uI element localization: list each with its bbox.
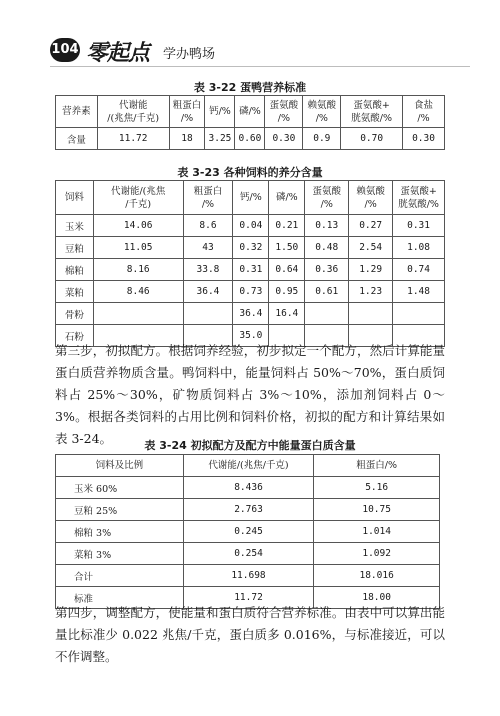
table-cell: 豆粕 25% bbox=[56, 499, 184, 521]
table-cell: 0.74 bbox=[393, 259, 445, 281]
header-cell: 食盐 /% bbox=[403, 96, 445, 128]
table-cell: 0.245 bbox=[183, 521, 314, 543]
table-cell: 1.29 bbox=[349, 259, 393, 281]
table-row bbox=[56, 259, 445, 281]
table-cell bbox=[183, 303, 233, 325]
header-cell: 代谢能 /(兆焦/千克) bbox=[97, 96, 169, 128]
table-cell: 3.25 bbox=[205, 128, 235, 150]
table-cell: 8.6 bbox=[183, 215, 233, 237]
header-cell: 蛋氨酸 /% bbox=[305, 181, 349, 215]
header-cell: 代谢能/(兆焦 /千克) bbox=[93, 181, 183, 215]
table-cell: 18.016 bbox=[314, 565, 440, 587]
table-cell: 0.31 bbox=[233, 259, 269, 281]
table-cell: 1.092 bbox=[314, 543, 440, 565]
series-subtitle: 学办鸭场 bbox=[163, 47, 216, 62]
table-cell: 石粉 bbox=[56, 325, 94, 347]
header-cell: 钙/% bbox=[233, 181, 269, 215]
table-row bbox=[56, 499, 440, 521]
table-cell: 11.05 bbox=[93, 237, 183, 259]
header-cell: 粗蛋白/% bbox=[314, 455, 440, 477]
header-cell: 粗蛋白 /% bbox=[169, 96, 205, 128]
table-cell: 18.00 bbox=[314, 587, 440, 609]
header-cell: 赖氨酸 /% bbox=[303, 96, 341, 128]
table-cell: 0.32 bbox=[233, 237, 269, 259]
table-cell: 11.698 bbox=[183, 565, 314, 587]
table-cell: 0.27 bbox=[349, 215, 393, 237]
table-cell: 33.8 bbox=[183, 259, 233, 281]
table-cell bbox=[393, 303, 445, 325]
table-cell: 0.70 bbox=[341, 128, 403, 150]
table-cell: 含量 bbox=[56, 128, 98, 150]
table-cell: 35.0 bbox=[233, 325, 269, 347]
table-cell: 0.95 bbox=[269, 281, 305, 303]
table-cell: 0.61 bbox=[305, 281, 349, 303]
table-cell: 10.75 bbox=[314, 499, 440, 521]
table-cell: 16.4 bbox=[269, 303, 305, 325]
table-cell: 合计 bbox=[56, 565, 184, 587]
table-cell: 菜粕 3% bbox=[56, 543, 184, 565]
table-cell: 豆粕 bbox=[56, 237, 94, 259]
table-22-caption: 表 3-22 蛋鸭营养标准 bbox=[193, 81, 307, 94]
table-cell: 14.06 bbox=[93, 215, 183, 237]
table-cell: 2.54 bbox=[349, 237, 393, 259]
table-cell bbox=[305, 303, 349, 325]
table-cell: 43 bbox=[183, 237, 233, 259]
table-cell: 1.014 bbox=[314, 521, 440, 543]
table-22 bbox=[55, 95, 445, 150]
header-cell: 营养素 bbox=[56, 96, 98, 128]
table-cell: 1.23 bbox=[349, 281, 393, 303]
table-cell: 棉粕 3% bbox=[56, 521, 184, 543]
table-cell: 骨粉 bbox=[56, 303, 94, 325]
table-cell: 玉米 60% bbox=[56, 477, 184, 499]
table-cell: 5.16 bbox=[314, 477, 440, 499]
table-cell: 0.60 bbox=[235, 128, 265, 150]
table-23 bbox=[55, 180, 445, 347]
header-cell: 钙/% bbox=[205, 96, 235, 128]
table-cell: 0.9 bbox=[303, 128, 341, 150]
table-cell: 0.48 bbox=[305, 237, 349, 259]
table-cell: 0.254 bbox=[183, 543, 314, 565]
table-cell: 0.04 bbox=[233, 215, 269, 237]
table-cell bbox=[349, 303, 393, 325]
table-cell: 标准 bbox=[56, 587, 184, 609]
page-number: 104 bbox=[50, 38, 80, 62]
table-row bbox=[56, 521, 440, 543]
table-cell: 0.13 bbox=[305, 215, 349, 237]
header-cell: 蛋氨酸+ 胱氨酸/% bbox=[341, 96, 403, 128]
table-row bbox=[56, 565, 440, 587]
table-24-header-row bbox=[56, 455, 440, 477]
table-cell: 11.72 bbox=[97, 128, 169, 150]
series-title: 零起点 bbox=[86, 41, 150, 66]
table-cell: 0.64 bbox=[269, 259, 305, 281]
table-cell bbox=[93, 303, 183, 325]
table-cell: 棉粕 bbox=[56, 259, 94, 281]
table-cell: 0.73 bbox=[233, 281, 269, 303]
table-row bbox=[56, 303, 445, 325]
table-cell: 11.72 bbox=[183, 587, 314, 609]
table-24-caption: 表 3-24 初拟配方及配方中能量蛋白质含量 bbox=[144, 439, 356, 452]
table-cell: 菜粕 bbox=[56, 281, 94, 303]
table-23-header-row bbox=[56, 181, 445, 215]
header-cell: 磷/% bbox=[269, 181, 305, 215]
table-cell: 玉米 bbox=[56, 215, 94, 237]
table-cell: 18 bbox=[169, 128, 205, 150]
table-row bbox=[56, 281, 445, 303]
table-cell: 2.763 bbox=[183, 499, 314, 521]
table-cell: 1.08 bbox=[393, 237, 445, 259]
table-cell: 36.4 bbox=[183, 281, 233, 303]
table-cell: 0.21 bbox=[269, 215, 305, 237]
body-paragraph-1: 第三步，初拟配方。根据饲养经验，初步拟定一个配方，然后计算能量蛋白质营养物质含量。鸭饲料中，能量饲料占 50%～70%，蛋白质饲料占 25%～30%，矿物质饲料占 3%～10%，添加剂饲料占 0～3%。根据各类饲料的占用比例和饲料价格，初拟的配方和计算结果如表 3-24。 bbox=[55, 343, 445, 446]
header-cell: 饲料及比例 bbox=[56, 455, 184, 477]
table-cell: 8.436 bbox=[183, 477, 314, 499]
table-cell: 8.46 bbox=[93, 281, 183, 303]
table-22-header-row bbox=[56, 96, 445, 128]
table-23-caption: 表 3-23 各种饲料的养分含量 bbox=[177, 166, 323, 179]
page-header bbox=[50, 36, 470, 66]
table-cell: 1.50 bbox=[269, 237, 305, 259]
header-cell: 蛋氨酸 /% bbox=[265, 96, 303, 128]
header-cell: 磷/% bbox=[235, 96, 265, 128]
header-cell: 赖氨酸 /% bbox=[349, 181, 393, 215]
table-cell: 1.48 bbox=[393, 281, 445, 303]
table-row bbox=[56, 237, 445, 259]
header-rule bbox=[50, 66, 470, 67]
table-row bbox=[56, 543, 440, 565]
table-row bbox=[56, 477, 440, 499]
table-cell: 0.31 bbox=[393, 215, 445, 237]
table-cell: 0.30 bbox=[403, 128, 445, 150]
table-24 bbox=[55, 454, 440, 609]
table-cell: 36.4 bbox=[233, 303, 269, 325]
table-cell: 0.30 bbox=[265, 128, 303, 150]
table-row bbox=[56, 128, 445, 150]
table-row bbox=[56, 215, 445, 237]
body-paragraph-2: 第四步，调整配方，使能量和蛋白质符合营养标准。由表中可以算出能量比标准少 0.022 兆焦/千克，蛋白质多 0.016%，与标准接近，可以不作调整。 bbox=[55, 605, 445, 664]
table-cell: 0.36 bbox=[305, 259, 349, 281]
header-cell: 粗蛋白 /% bbox=[183, 181, 233, 215]
header-cell: 饲料 bbox=[56, 181, 94, 215]
table-cell: 8.16 bbox=[93, 259, 183, 281]
header-cell: 代谢能/(兆焦/千克) bbox=[183, 455, 314, 477]
header-cell: 蛋氨酸+ 胱氨酸/% bbox=[393, 181, 445, 215]
